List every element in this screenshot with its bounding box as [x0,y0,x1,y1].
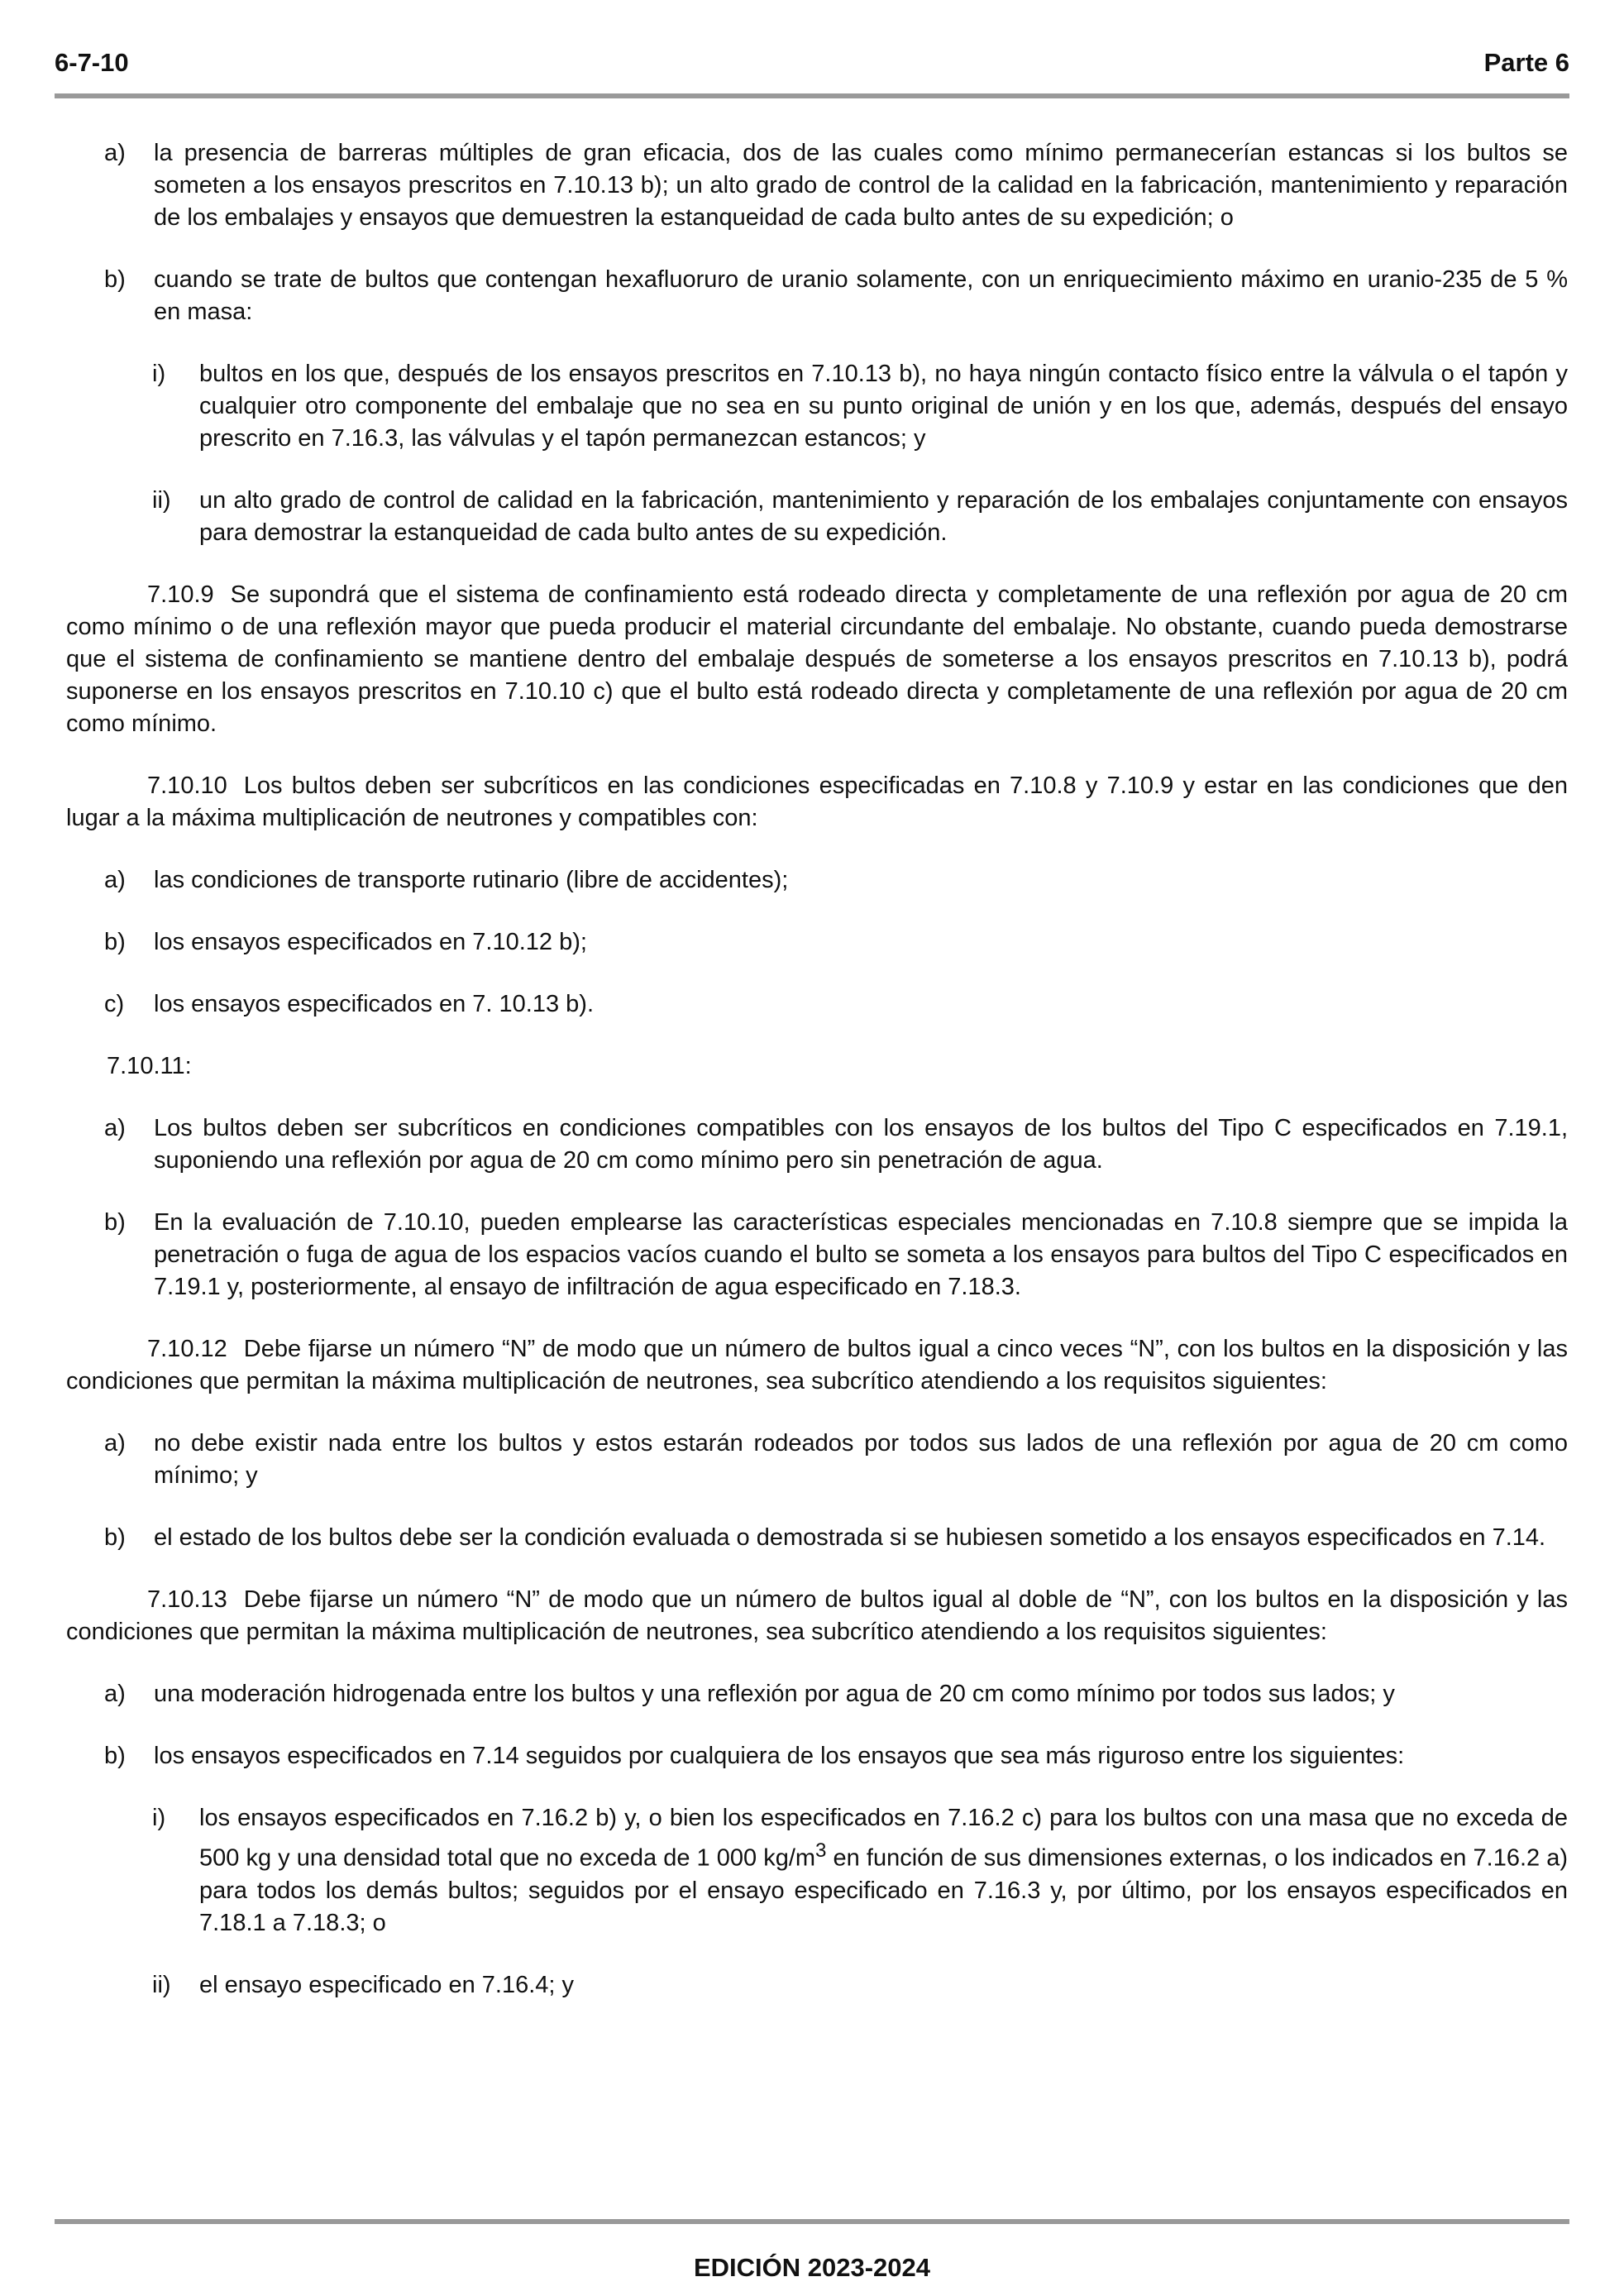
document-body [66,137,1568,2031]
item-text: cuando se trate de bultos que contengan hexafluoruro de uranio solamente, con un enriquecimiento máximo en uranio-235 de 5 % en masa: [154,266,1568,325]
list-item [66,988,1568,1021]
paragraph-text: Los bultos deben ser subcríticos en las condiciones especificadas en 7.10.8 y 7.10.9 y estar en las condiciones que den lugar a la máxima multiplicación de neutrones y compatibles con: [66,773,1568,831]
list-item [66,1112,1568,1177]
item-text [199,1802,1568,1940]
item-label: a) [104,1430,126,1457]
item-text-part: los ensayos especificados en 7.16.2 b) y, o bien los especificados en 7.16.2 c) para los bultos con una masa que no exceda de 500 kg y una densidad total que no exceda de 1 000 kg/m [199,1805,1568,1872]
item-text: un alto grado de control de calidad en la fabricación, mantenimiento y reparación de los embalajes conjuntamente con ensayos para demostrar la estanqueidad de cada bulto antes de su expedición. [199,487,1568,546]
item-label: a) [104,867,126,893]
list-item [66,137,1568,234]
list-item [66,1740,1568,1772]
item-label: b) [104,1743,126,1769]
item-label: ii) [152,1971,171,1998]
item-text: bultos en los que, después de los ensayos prescritos en 7.10.13 b), no haya ningún contacto físico entre la válvula o el tapón y cualquier otro componente del embalaje que no sea en su punto original de unión y en los que, además, después del ensayo prescrito en 7.16.3, las válvulas y el tapón permanezcan estancos; y [199,361,1568,452]
item-label: a) [104,140,126,166]
paragraph-7-10-13 [66,1584,1568,1648]
item-label: b) [104,929,126,955]
item-text: las condiciones de transporte rutinario (libre de accidentes); [154,867,789,893]
section-number: 7.10.9 [147,581,214,608]
section-number: 7.10.13 [147,1586,227,1613]
item-label: b) [104,1209,126,1236]
sub-list-item [66,1969,1568,2002]
list-item [66,1207,1568,1303]
section-number: 7.10.11: [107,1053,192,1079]
section-number: 7.10.10 [147,773,227,799]
paragraph-7-10-11 [66,1050,1568,1083]
item-text: el estado de los bultos debe ser la condición evaluada o demostrada si se hubiesen sometido a los ensayos especificados en 7.14. [154,1524,1546,1551]
item-text-part: en función de sus dimensiones externas, o los indicados en 7.16.2 a) para todos los demás bultos; seguidos por el ensayo especificado en 7.16.3 y, por último, por los ensayos especificados en 7.18.1 a 7.18.3; o [199,1844,1568,1936]
item-text: una moderación hidrogenada entre los bultos y una reflexión por agua de 20 cm como mínimo por todos sus lados; y [154,1681,1395,1707]
list-item [66,864,1568,897]
paragraph-text: Debe fijarse un número “N” de modo que un número de bultos igual al doble de “N”, con los bultos en la disposición y las condiciones que permitan la máxima multiplicación de neutrones, sea subcrítico atendiendo a los requisitos siguientes: [66,1586,1568,1645]
item-text: Los bultos deben ser subcríticos en condiciones compatibles con los ensayos de los bultos del Tipo C especificados en 7.19.1, suponiendo una reflexión por agua de 20 cm como mínimo pero sin penetración de agua. [154,1115,1568,1174]
footer-rule [55,2219,1569,2224]
page-header [55,48,1569,84]
paragraph-text: Se supondrá que el sistema de confinamiento está rodeado directa y completamente de una reflexión por agua de 20 cm como mínimo o de una reflexión mayor que pueda producir el material circundante del embalaje. No obstante, cuando pueda demostrarse que el sistema de confinamiento se mantiene dentro del embalaje después de someterse a los ensayos prescritos en 7.10.13 b), podrá suponerse en los ensayos prescritos en 7.10.10 c) que el bulto está rodeado directa y completamente de una reflexión por agua de 20 cm como mínimo. [66,581,1568,737]
list-item [66,1522,1568,1554]
page-number: 6-7-10 [55,48,129,77]
paragraph-7-10-9 [66,579,1568,740]
item-label: i) [152,1805,166,1831]
item-label: b) [104,1524,126,1551]
item-label: i) [152,361,166,387]
section-number: 7.10.12 [147,1336,227,1362]
paragraph-text: Debe fijarse un número “N” de modo que un número de bultos igual a cinco veces “N”, con los bultos en la disposición y las condiciones que permitan la máxima multiplicación de neutrones, sea subcrítico atendiendo a los requisitos siguientes: [66,1336,1568,1394]
sub-list-item [66,358,1568,455]
item-text: En la evaluación de 7.10.10, pueden emplearse las características especiales mencionadas en 7.10.8 siempre que se impida la penetración o fuga de agua de los espacios vacíos cuando el bulto se someta a los ensayos para bultos del Tipo C especificados en 7.19.1 y, posteriormente, al ensayo de infiltración de agua especificado en 7.18.3. [154,1209,1568,1300]
item-label: a) [104,1115,126,1141]
sub-list-item [66,485,1568,549]
sub-list-item [66,1802,1568,1940]
list-item [66,926,1568,959]
item-text: los ensayos especificados en 7.10.12 b); [154,929,587,955]
item-text: no debe existir nada entre los bultos y estos estarán rodeados por todos sus lados de una reflexión por agua de 20 cm como mínimo; y [154,1430,1568,1489]
paragraph-7-10-12 [66,1333,1568,1398]
item-label: ii) [152,487,171,514]
item-text: la presencia de barreras múltiples de gran eficacia, dos de las cuales como mínimo permanecerían estancas si los bultos se someten a los ensayos prescritos en 7.10.13 b); un alto grado de control de la calidad en la fabricación, mantenimiento y reparación de los embalajes y ensayos que demuestren la estanqueidad de cada bulto antes de su expedición; o [154,140,1568,231]
item-text: el ensayo especificado en 7.16.4; y [199,1971,575,1998]
item-text: los ensayos especificados en 7.14 seguidos por cualquiera de los ensayos que sea más riguroso entre los siguientes: [154,1743,1405,1769]
item-label: c) [104,991,125,1017]
header-rule [55,93,1569,98]
item-text: los ensayos especificados en 7. 10.13 b). [154,991,594,1017]
item-label: b) [104,266,126,293]
item-label: a) [104,1681,126,1707]
superscript: 3 [815,1839,827,1862]
edition-footer: EDICIÓN 2023-2024 [693,2253,931,2282]
part-label: Parte 6 [1483,48,1569,77]
list-item [66,1428,1568,1492]
paragraph-7-10-10 [66,770,1568,835]
list-item [66,264,1568,328]
list-item [66,1678,1568,1710]
